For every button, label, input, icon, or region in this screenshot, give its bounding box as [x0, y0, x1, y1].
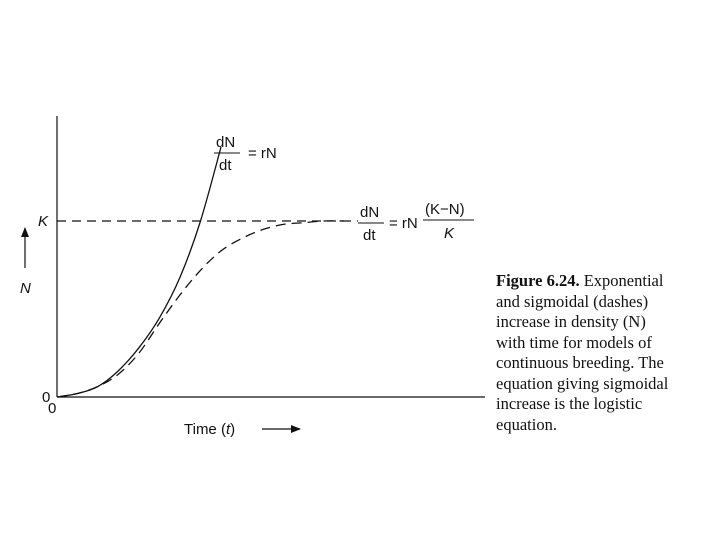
caption-figure-label: Figure 6.24. — [496, 271, 580, 290]
caption-line: equation. — [496, 414, 557, 434]
sigmoidal-curve — [57, 221, 344, 397]
caption-line: with time for models of — [496, 332, 652, 352]
svg-text:dN: dN — [360, 204, 380, 221]
x-axis-label: Time (t) — [184, 421, 236, 438]
svg-text:dt: dt — [363, 227, 376, 244]
caption-line: Figure 6.24. Exponential — [496, 271, 664, 290]
svg-text:= rN: = rN — [248, 145, 277, 162]
exponential-curve — [57, 147, 221, 397]
caption-line: and sigmoidal (dashes) — [496, 291, 649, 311]
svg-text:(K−N): (K−N) — [425, 201, 465, 218]
x-tick-label-zero: 0 — [48, 400, 57, 417]
caption-line: equation giving sigmoidal — [496, 373, 669, 393]
svg-text:dt: dt — [219, 157, 232, 174]
svg-text:K: K — [444, 225, 455, 242]
y-tick-label-k: K — [38, 213, 49, 230]
figure-caption — [496, 271, 711, 435]
caption-line: increase is the logistic — [496, 394, 643, 413]
svg-text:= rN: = rN — [389, 215, 418, 232]
caption-line: increase in density (N) — [496, 312, 646, 331]
svg-text:dN: dN — [216, 134, 236, 151]
logistic-equation — [358, 201, 474, 244]
exponential-equation — [214, 134, 277, 174]
y-axis-label: N — [20, 280, 31, 297]
caption-line: continuous breeding. The — [496, 353, 664, 372]
y-tick-label-zero: 0 — [42, 389, 51, 406]
